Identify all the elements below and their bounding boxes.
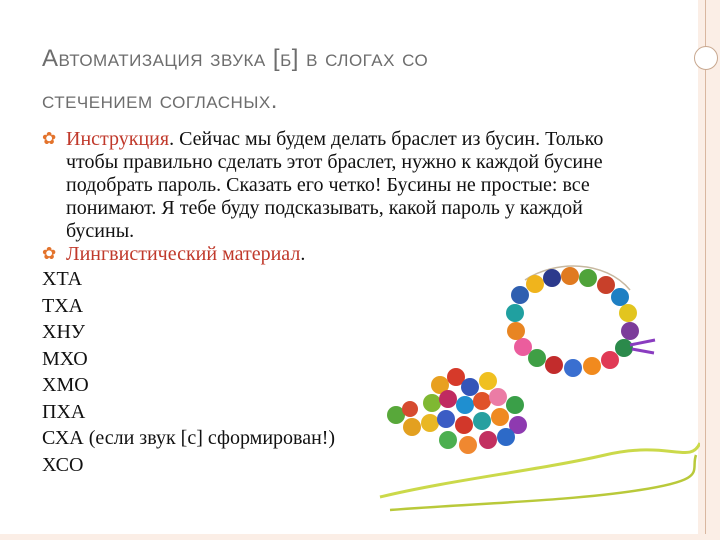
slide-frame-right [698,0,720,540]
syllable-item: ПХА [42,400,86,423]
material-paragraph [66,243,636,266]
flower-bullet-icon: ✿ [42,244,57,263]
syllable-item: МХО [42,347,88,370]
slide-frame-line [705,0,706,540]
flower-bullet-icon: ✿ [42,129,57,148]
instruction-item [42,128,642,243]
syllable-item: ХНУ [42,321,86,343]
syllable-item: ХТА [42,268,83,290]
title-line-1: Автоматизация звука [б] в слогах со [42,45,429,72]
bead-bracelet-photo [370,265,700,525]
material-item [42,243,642,266]
material-label: Лингвистический материал [66,243,301,265]
slide-title [42,38,682,122]
syllable-item: ХСО [42,453,84,476]
syllable-item: ТХА [42,294,84,317]
instruction-text: . Сейчас мы будем делать браслет из бусин. Только чтобы правильно сделать этот браслет, нужно к каждой бусине подобрать пароль. Сказать его четко! Бусины не простые: все понимают. Я тебе буду подсказывать, какой пароль у каждой бусины. [66,128,604,242]
instruction-paragraph [66,128,636,243]
frame-corner-circle [694,46,718,70]
title-line-2: стечением согласных. [42,87,278,114]
slide-frame-bottom [0,534,720,540]
syllable-item: ХМО [42,374,89,396]
instruction-label: Инструкция [66,128,170,150]
material-suffix: . [300,243,306,265]
syllable-item: СХА (если звук [с] сформирован!) [42,427,336,449]
